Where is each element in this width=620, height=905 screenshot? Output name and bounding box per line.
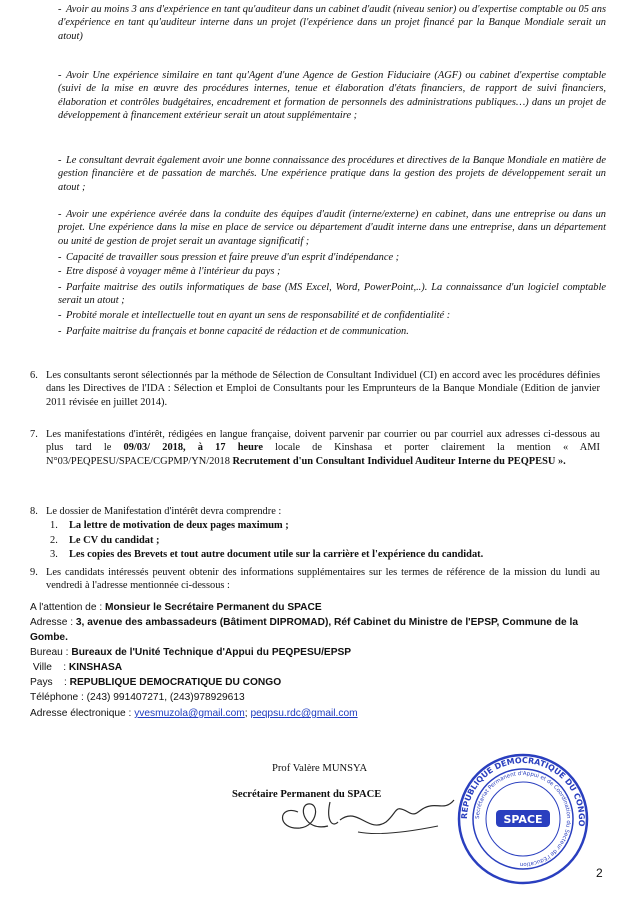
bullet-item: - Le consultant devrait également avoir une bonne connaissance des procédures et directives de la Banque Mondiale en matière de gestion financière et de passation de marchés. Une expérience pratique dans la gestion des projets de développement serait un atout ; (58, 155, 606, 193)
list-item: 3. Les copies des Brevets et tout autre document utile sur la carrière et l'expérience du candidat. (50, 549, 484, 560)
contact-address: Adresse : 3, avenue des ambassadeurs (Bâtiment DIPROMAD), Réf Cabinet du Ministre de l'EPSP, Commune de la Gombe. (30, 617, 578, 643)
numbered-item-8: 8. Le dossier de Manifestation d'intérêt devra comprendre : (30, 506, 282, 517)
official-stamp (456, 752, 590, 886)
bullet-item: - Avoir une expérience avérée dans la conduite des équipes d'audit (interne/externe) en cabinet, dans une entreprise ou dans un projet. Une expérience dans la mise en place de service ou département d'audit interne dans une entreprise, dans un département ou unité de gestion de projet serait un avantage significatif ; (58, 209, 606, 247)
numbered-item-7: 7. Les manifestations d'intérêt, rédigées en langue française, doivent parvenir par courrier ou par courriel aux adresses ci-dessous au plus tard le 09/03/ 2018, à 17 heure locale de Kinshasa et porter clairement la mention « AMI N°03/PEQPESU/SPACE/CGPMP/YN/2018 Recrutement d'un Consultant Individuel Auditeur Interne du PEQPESU ». (30, 429, 600, 467)
handwritten-signature (268, 782, 468, 842)
numbered-item-6: 6. Les consultants seront sélectionnés par la méthode de Sélection de Consultant Individuel (CI) en accord avec les procédures définies dans les Directives de l'IDA : Sélection et Emploi de Consultants pour les Emprunteurs de la Banque Mondiale (Edition de janvier 2011 révisée en juillet 2014). (30, 370, 600, 408)
contact-bureau: Bureau : Bureaux de l'Unité Technique d'Appui du PEQPESU/EPSP (30, 647, 352, 658)
contact-ville: Ville : KINSHASA (30, 662, 123, 673)
dossier-sublist (50, 519, 570, 563)
mention-title: Recrutement d'un Consultant Individuel Auditeur Interne du PEQPESU ». (232, 455, 566, 467)
bullet-item: - Etre disposé à voyager même à l'intérieur du pays ; (58, 266, 281, 277)
numbered-item-9: 9. Les candidats intéressés peuvent obtenir des informations supplémentaires sur les termes de référence de la mission du lundi au vendredi à l'adresse mentionnée ci-dessous : (30, 567, 600, 592)
contact-phone: Téléphone : (243) 991407271, (243)978929613 (30, 692, 245, 703)
deadline-date: 09/03/ 2018, à 17 heure (123, 442, 263, 454)
contact-attention: A l'attention de : Monsieur le Secrétaire Permanent du SPACE (30, 602, 322, 613)
bullet-item: - Avoir au moins 3 ans d'expérience en tant qu'auditeur dans un cabinet d'audit (niveau senior) ou d'expertise comptable ou 05 ans d'expérience en tant qu'auditeur interne dans un projet (l'expérience dans un projet financé par la Banque Mondiale serait un atout) (58, 4, 606, 42)
bullet-item: - Probité morale et intellectuelle tout en ayant un sens de responsabilité et de confidentialité : (58, 310, 451, 321)
list-item: 1. La lettre de motivation de deux pages maximum ; (50, 520, 289, 531)
bullet-item: - Avoir Une expérience similaire en tant qu'Agent d'une Agence de Gestion Fiduciaire (AGF) ou cabinet d'expertise comptable (suivi de la mise en œuvre des procédures internes, tenue et élaboration d'états financiers, de rapport de suivi financiers, élaboration et contrôles budgétaires, encadrement et formation de personnels des administrations publiques…) dans un projet de développement à financement extérieur serait un atout supplémentaire ; (58, 70, 606, 122)
list-item: 2. Le CV du candidat ; (50, 534, 160, 546)
bullet-item: - Parfaite maitrise du français et bonne capacité de rédaction et de communication. (58, 326, 409, 337)
bullet-item: - Parfaite maitrise des outils informatiques de base (MS Excel, Word, PowerPoint,..). La connaissance d'un logiciel comptable serait un atout ; (58, 282, 606, 307)
bullet-item: - Capacité de travailler sous pression et faire preuve d'un esprit d'indépendance ; (58, 252, 400, 263)
signatory-title: Secrétaire Permanent du SPACE (232, 789, 382, 800)
page-number: 2 (596, 866, 603, 880)
email-link-2[interactable]: peqpsu.rdc@gmail.com (250, 708, 358, 719)
signatory-name: Prof Valère MUNSYA (272, 763, 368, 774)
stamp-outer-text: REPUBLIQUE DEMOCRATIQUE DU CONGO (459, 755, 587, 827)
contact-email: Adresse électronique : yvesmuzola@gmail.com; peqpsu.rdc@gmail.com (30, 708, 358, 719)
email-link-1[interactable]: yvesmuzola@gmail.com (134, 708, 245, 719)
stamp-center-text: SPACE (503, 813, 543, 826)
contact-pays: Pays : REPUBLIQUE DEMOCRATIQUE DU CONGO (30, 677, 282, 688)
stamp-ring-text: Secrétariat Permanent d'Appui et de Coordination du Secteur de l'Education (474, 770, 572, 868)
